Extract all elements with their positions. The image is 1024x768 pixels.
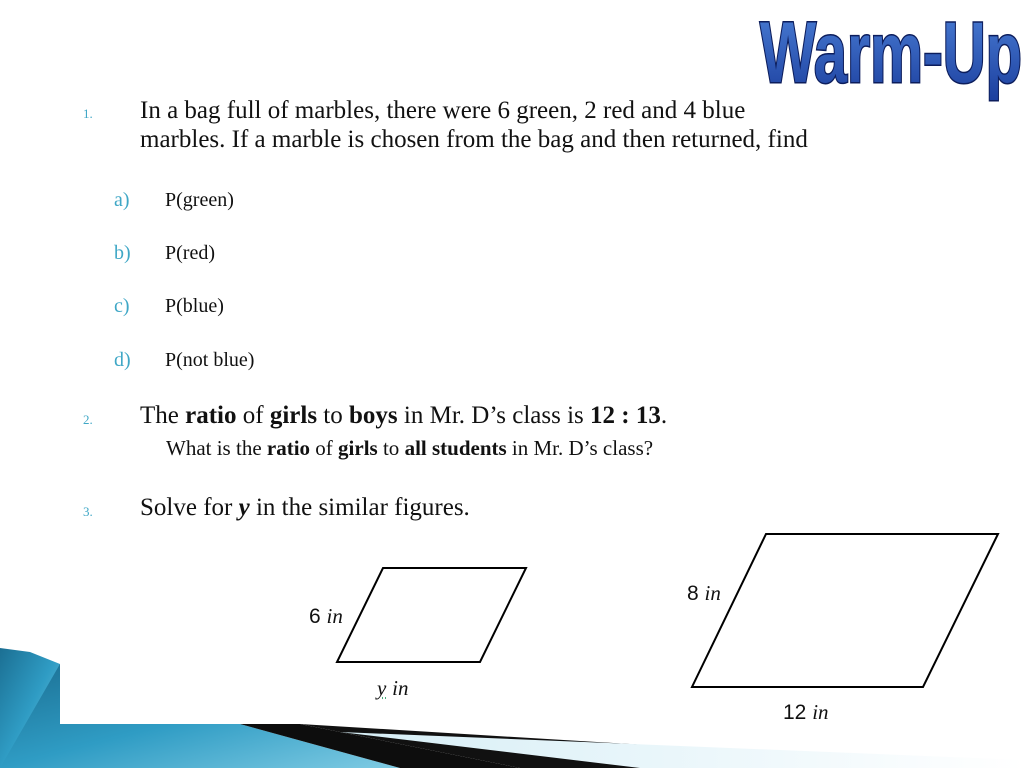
q1-part-c-text: P(blue) <box>165 295 224 317</box>
large-base-label: 12 in <box>783 700 829 724</box>
q2-subquestion: What is the ratio of girls to all students in Mr. D’s class? <box>166 436 654 460</box>
q3-text: Solve for y in the similar figures. <box>140 494 470 521</box>
q1-part-d-text: P(not blue) <box>165 349 255 371</box>
q2-number: 2. <box>83 412 93 427</box>
large-side-label: 8 in <box>687 581 721 605</box>
q1-part-d-letter: d) <box>114 349 131 371</box>
q1-part-a-letter: a) <box>114 189 130 211</box>
q1-line-2: marbles. If a marble is chosen from the bag and then returned, find <box>140 126 808 153</box>
q1-part-a-text: P(green) <box>165 189 234 211</box>
small-base-label: y in <box>377 676 409 700</box>
q1-number: 1. <box>83 106 93 121</box>
q1-part-b-letter: b) <box>114 242 131 264</box>
q3-number: 3. <box>83 504 93 519</box>
q1-part-b-text: P(red) <box>165 242 215 264</box>
warm-up-title-text: Warm-Up <box>760 5 1022 101</box>
q2-text: The ratio of girls to boys in Mr. D’s class is 12 : 13. <box>140 402 668 429</box>
q1-line-1: In a bag full of marbles, there were 6 green, 2 red and 4 blue <box>140 97 746 124</box>
small-side-label: 6 in <box>309 604 343 628</box>
q1-part-c-letter: c) <box>114 295 130 317</box>
